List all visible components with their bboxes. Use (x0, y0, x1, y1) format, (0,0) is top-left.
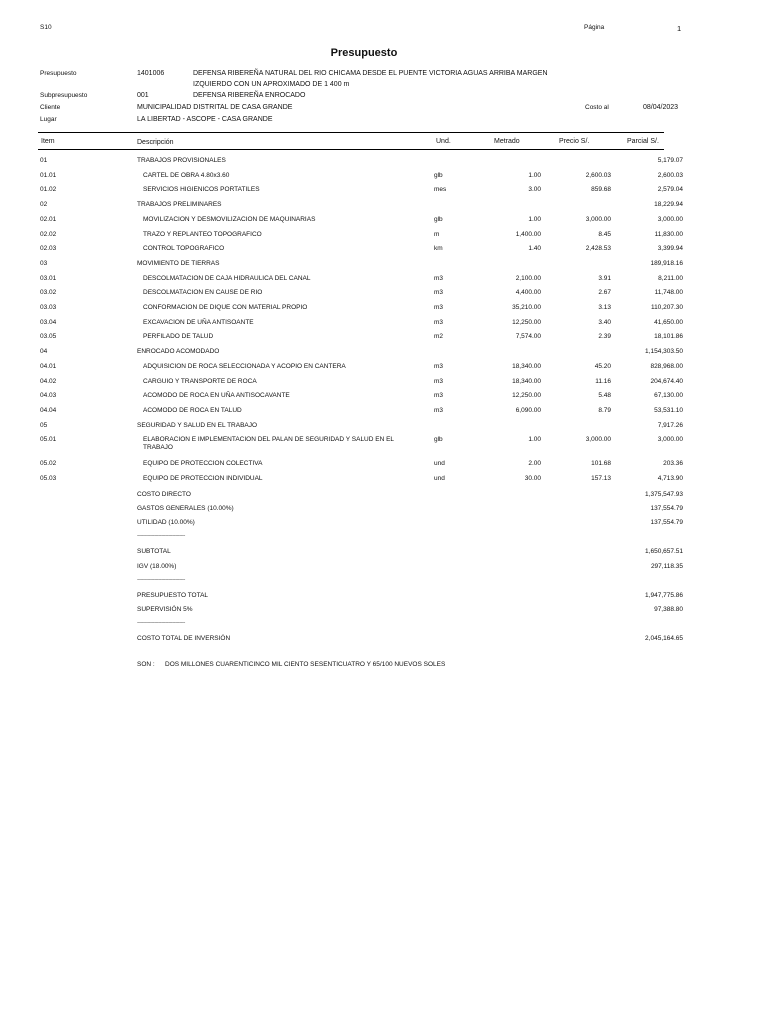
table-row (0, 475, 768, 489)
row-unit: m3 (434, 406, 444, 414)
row-parcial: 18,101.86 (654, 333, 683, 341)
row-parcial: 189,918.16 (650, 259, 683, 267)
row-parcial: 4,713.90 (657, 475, 683, 482)
col-precio: Precio S/. (559, 138, 590, 145)
table-row (0, 216, 768, 230)
row-parcial: 2,600.03 (657, 171, 683, 179)
row-description: SERVICIOS HIGIENICOS PORTATILES (143, 186, 260, 194)
totals-label: COSTO DIRECTO (137, 491, 191, 498)
totals-separator (0, 533, 768, 545)
row-description: TRAZO Y REPLANTEO TOPOGRAFICO (143, 230, 262, 238)
totals-value: 1,947,775.86 (645, 592, 683, 599)
totals-label: COSTO TOTAL DE INVERSIÓN (137, 635, 231, 642)
row-item-code: 03 (40, 259, 48, 267)
table-row (0, 289, 768, 303)
row-parcial: 11,748.00 (654, 289, 683, 297)
row-parcial: 53,531.10 (654, 406, 683, 414)
row-unit: und (434, 475, 445, 482)
costo-label: Costo al (585, 104, 609, 111)
totals-label: ----------------------------------------- (137, 577, 185, 583)
totals-row (0, 519, 768, 531)
cliente-label: Cliente (40, 104, 61, 111)
row-metrado: 2.00 (528, 460, 541, 468)
row-unit: m (434, 230, 440, 238)
page-label: Página (584, 24, 605, 31)
row-metrado: 35,210.00 (512, 304, 541, 311)
table-row (0, 407, 768, 421)
table-row (0, 275, 768, 289)
row-metrado: 2,100.00 (515, 274, 541, 282)
row-item-code: 03.02 (40, 289, 57, 297)
row-description: ENROCADO ACOMODADO (137, 348, 220, 356)
table-row (0, 333, 768, 347)
page-title: Presupuesto (330, 47, 398, 59)
son-label: SON : (137, 661, 155, 668)
table-row (0, 436, 768, 450)
row-parcial: 203.36 (663, 460, 683, 468)
row-parcial: 41,650.00 (654, 318, 683, 326)
row-unit: m3 (434, 274, 444, 282)
row-description: DESCOLMATACION DE CAJA HIDRAULICA DEL CANAL (143, 274, 311, 282)
totals-row (0, 563, 768, 575)
row-metrado: 6,090.00 (515, 406, 541, 414)
row-parcial: 3,000.00 (657, 436, 683, 444)
row-precio: 11.16 (595, 377, 611, 385)
row-parcial: 828,968.00 (650, 362, 683, 370)
table-row (0, 348, 768, 362)
row-precio: 45.20 (594, 362, 611, 370)
row-unit: m2 (434, 333, 444, 341)
totals-row (0, 635, 768, 647)
row-parcial: 67,130.00 (654, 392, 683, 400)
presupuesto-desc-line1: DEFENSA RIBEREÑA NATURAL DEL RIO CHICAMA DESDE EL PUENTE VICTORIA AGUAS ARRIBA MARGEN (193, 70, 548, 77)
totals-label: SUPERVISIÓN 5% (137, 606, 193, 613)
totals-label: PRESUPUESTO TOTAL (137, 592, 209, 599)
row-parcial: 7,917.26 (657, 421, 683, 429)
row-item-code: 05.01 (40, 436, 57, 444)
presupuesto-code: 1401006 (137, 70, 165, 77)
table-row (0, 422, 768, 436)
row-unit: m3 (434, 318, 444, 326)
row-description: TRABAJOS PRELIMINARES (137, 201, 222, 209)
row-unit: m3 (434, 362, 444, 370)
page-number: 1 (677, 24, 682, 33)
row-description: ELABORACION E IMPLEMENTACION DEL PALAN DE SEGURIDAD Y SALUD EN EL TRABAJO (143, 436, 394, 452)
row-metrado: 18,340.00 (512, 362, 541, 370)
subpresupuesto-desc: DEFENSA RIBEREÑA ENROCADO (193, 92, 306, 99)
row-parcial: 11,830.00 (654, 230, 683, 238)
row-item-code: 04 (40, 348, 48, 356)
son-text: DOS MILLONES CUARENTICINCO MIL CIENTO SESENTICUATRO Y 65/100 NUEVOS SOLES (165, 661, 446, 668)
totals-value: 2,045,164.65 (645, 635, 683, 642)
totals-value: 137,554.79 (650, 505, 683, 512)
row-item-code: 04.03 (40, 392, 57, 400)
row-item-code: 03.05 (40, 333, 57, 341)
row-precio: 157.13 (591, 475, 611, 482)
row-precio: 2,600.03 (585, 171, 611, 179)
cliente-value: MUNICIPALIDAD DISTRITAL DE CASA GRANDE (137, 104, 293, 111)
row-description: CARGUIO Y TRANSPORTE DE ROCA (143, 377, 257, 385)
totals-row (0, 548, 768, 560)
table-row (0, 392, 768, 406)
row-parcial: 110,207.30 (650, 304, 683, 311)
totals-separator (0, 577, 768, 589)
totals-value: 297,118.35 (650, 563, 683, 570)
row-item-code: 02.02 (40, 230, 57, 238)
row-item-code: 02 (40, 201, 48, 209)
table-row (0, 186, 768, 200)
col-metrado: Metrado (494, 138, 520, 145)
row-description: PERFILADO DE TALUD (143, 333, 214, 341)
totals-label: ----------------------------------------- (137, 533, 185, 539)
row-parcial: 5,179.07 (657, 157, 683, 164)
table-row (0, 460, 768, 474)
totals-label: GASTOS GENERALES (10.00%) (137, 505, 234, 512)
row-unit: glb (434, 171, 443, 179)
row-item-code: 03.01 (40, 274, 57, 282)
totals-row (0, 606, 768, 618)
totals-value: 97,388.80 (654, 606, 683, 613)
row-unit: glb (434, 215, 443, 223)
row-item-code: 04.04 (40, 406, 57, 414)
row-unit: und (434, 460, 445, 468)
row-description: MOVIMIENTO DE TIERRAS (137, 259, 220, 267)
row-item-code: 03.04 (40, 318, 57, 326)
row-metrado: 30.00 (524, 475, 541, 482)
col-item: Item (41, 138, 55, 145)
row-item-code: 01.01 (40, 171, 57, 179)
row-parcial: 8,211.00 (658, 274, 683, 282)
table-row (0, 363, 768, 377)
table-row (0, 304, 768, 318)
table-row (0, 319, 768, 333)
table-row (0, 231, 768, 245)
totals-label: UTILIDAD (10.00%) (137, 519, 195, 526)
row-item-code: 05.02 (40, 460, 57, 468)
row-parcial: 204,674.40 (650, 377, 683, 385)
row-unit: km (434, 245, 443, 253)
row-description: EQUIPO DE PROTECCION COLECTIVA (143, 460, 263, 468)
row-unit: m3 (434, 289, 444, 297)
row-parcial: 3,000.00 (657, 215, 683, 223)
totals-label: IGV (18.00%) (137, 563, 177, 570)
row-metrado: 3.00 (528, 186, 541, 194)
row-precio: 3,000.00 (585, 215, 611, 223)
row-item-code: 01.02 (40, 186, 57, 194)
row-description: ACOMODO DE ROCA EN UÑA ANTISOCAVANTE (143, 392, 290, 400)
table-row (0, 378, 768, 392)
row-parcial: 3,399.94 (657, 245, 683, 253)
header-top-rule (38, 132, 664, 133)
totals-value: 1,375,547.93 (645, 491, 683, 498)
row-precio: 8.79 (598, 406, 611, 414)
table-row (0, 172, 768, 186)
row-description: EXCAVACION DE UÑA ANTISOANTE (143, 318, 254, 326)
table-row (0, 157, 768, 171)
totals-row (0, 592, 768, 604)
row-unit: m3 (434, 304, 444, 311)
totals-label: ----------------------------------------- (137, 620, 185, 626)
row-metrado: 4,400.00 (515, 289, 541, 297)
row-description: DESCOLMATACION EN CAUSE DE RIO (143, 289, 263, 297)
row-precio: 3.91 (598, 274, 611, 282)
row-precio: 2,428.53 (585, 245, 611, 253)
row-metrado: 7,574.00 (515, 333, 541, 341)
row-precio: 2.39 (598, 333, 611, 341)
row-precio: 101.68 (591, 460, 611, 468)
row-item-code: 02.03 (40, 245, 57, 253)
presupuesto-label: Presupuesto (40, 70, 77, 77)
row-unit: mes (434, 186, 447, 194)
row-precio: 8.45 (598, 230, 611, 238)
row-item-code: 04.01 (40, 362, 57, 370)
row-description: MOVILIZACION Y DESMOVILIZACION DE MAQUINARIAS (143, 215, 316, 223)
lugar-value: LA LIBERTAD - ASCOPE - CASA GRANDE (137, 116, 273, 123)
totals-separator (0, 620, 768, 632)
row-precio: 3,000.00 (585, 436, 611, 444)
row-unit: glb (434, 436, 443, 444)
row-precio: 2.67 (598, 289, 611, 297)
row-description: ACOMODO DE ROCA EN TALUD (143, 406, 242, 414)
row-item-code: 01 (40, 157, 48, 164)
subpresupuesto-label: Subpresupuesto (40, 92, 88, 99)
row-item-code: 04.02 (40, 377, 57, 385)
row-metrado: 1.00 (528, 171, 541, 179)
row-precio: 3.40 (598, 318, 611, 326)
row-parcial: 1,154,303.50 (645, 348, 683, 356)
totals-value: 137,554.79 (650, 519, 683, 526)
totals-row (0, 505, 768, 517)
row-description: CARTEL DE OBRA 4.80x3.60 (143, 171, 230, 179)
row-metrado: 1.00 (528, 215, 541, 223)
row-metrado: 1.40 (528, 245, 541, 253)
row-description: CONFORMACION DE DIQUE CON MATERIAL PROPIO (143, 304, 308, 311)
row-item-code: 02.01 (40, 215, 57, 223)
presupuesto-desc-line2: IZQUIERDO CON UN APROXIMADO DE 1 400 m (193, 81, 350, 88)
row-parcial: 18,229.94 (654, 201, 683, 209)
corner-code: S10 (40, 24, 52, 31)
row-precio: 859.68 (591, 186, 611, 194)
row-unit: m3 (434, 377, 444, 385)
row-item-code: 05.03 (40, 475, 57, 482)
lugar-label: Lugar (40, 116, 57, 123)
row-metrado: 1,400.00 (515, 230, 541, 238)
row-item-code: 03.03 (40, 304, 57, 311)
row-precio: 3.13 (598, 304, 611, 311)
table-row (0, 245, 768, 259)
row-description: CONTROL TOPOGRAFICO (143, 245, 225, 253)
row-metrado: 12,250.00 (512, 392, 541, 400)
row-precio: 5.48 (598, 392, 611, 400)
totals-label: SUBTOTAL (137, 548, 171, 555)
col-descripcion: Descripción (137, 139, 174, 146)
col-parcial: Parcial S/. (627, 138, 659, 145)
row-description: SEGURIDAD Y SALUD EN EL TRABAJO (137, 421, 258, 429)
row-metrado: 1.00 (528, 436, 541, 444)
costo-date: 08/04/2023 (643, 104, 679, 111)
row-unit: m3 (434, 392, 444, 400)
row-metrado: 18,340.00 (512, 377, 541, 385)
row-metrado: 12,250.00 (512, 318, 541, 326)
row-parcial: 2,579.04 (657, 186, 683, 194)
totals-value: 1,650,657.51 (645, 548, 683, 555)
row-description: EQUIPO DE PROTECCION INDIVIDUAL (143, 475, 263, 482)
row-item-code: 05 (40, 421, 48, 429)
subpresupuesto-code: 001 (137, 92, 149, 99)
col-und: Und. (436, 138, 451, 145)
table-row (0, 201, 768, 215)
row-description: ADQUISICION DE ROCA SELECCIONADA Y ACOPIO EN CANTERA (143, 362, 346, 370)
totals-row (0, 491, 768, 503)
header-bottom-rule (38, 149, 664, 150)
table-row (0, 260, 768, 274)
row-description: TRABAJOS PROVISIONALES (137, 157, 226, 164)
